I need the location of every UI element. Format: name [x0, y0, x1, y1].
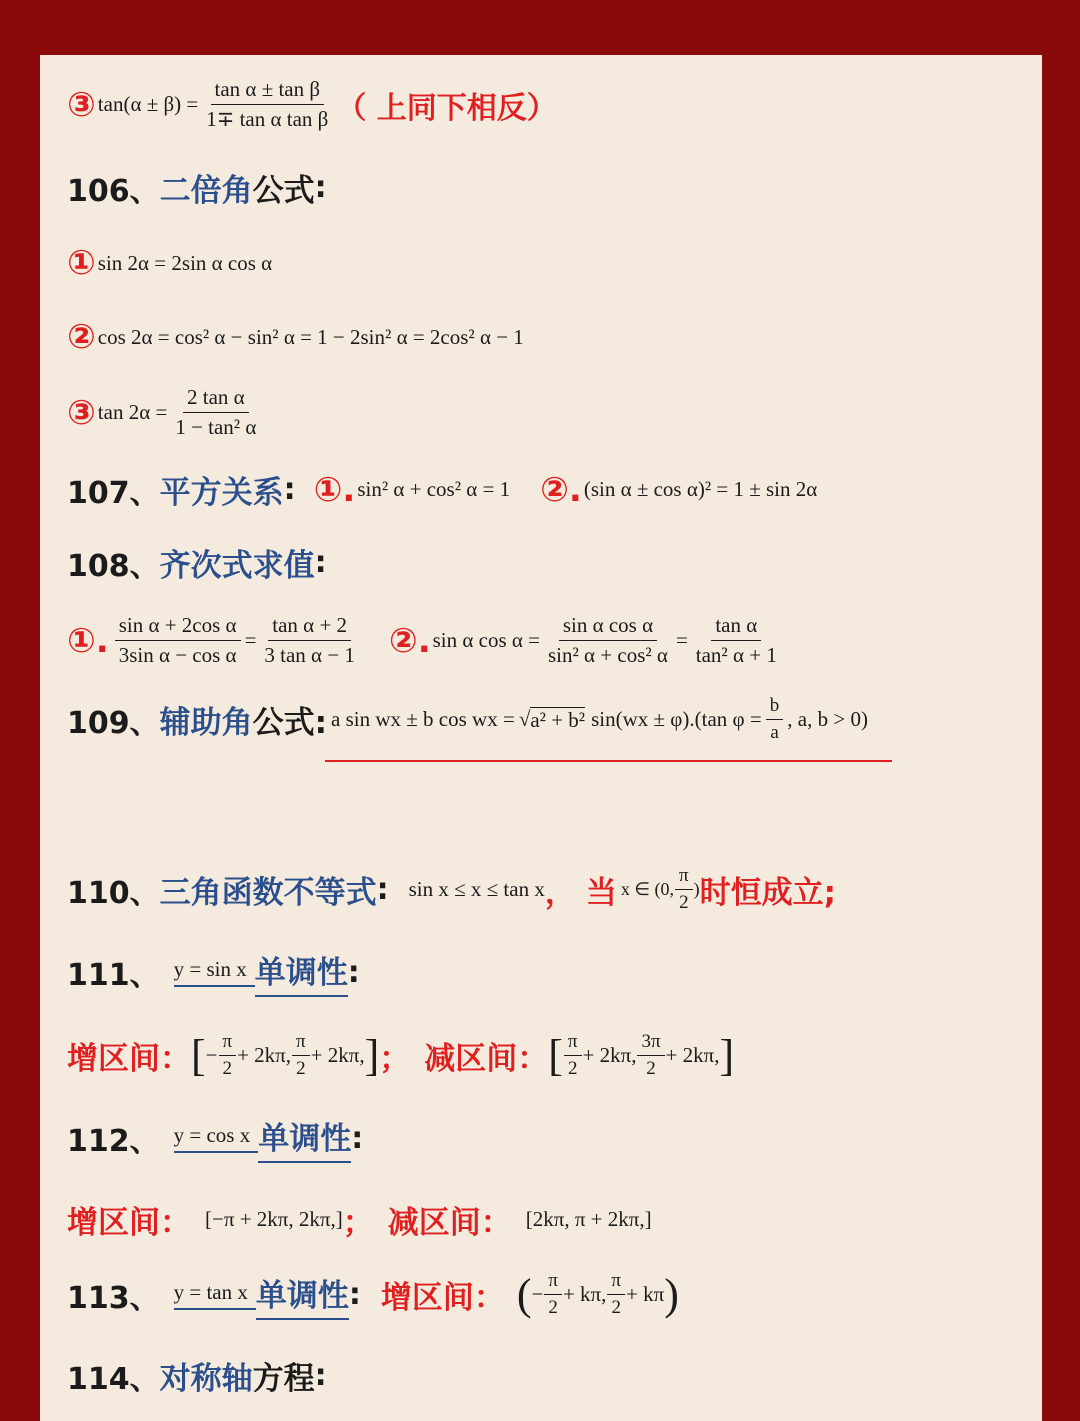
red-underline [325, 760, 892, 762]
separator: ； [342, 1205, 374, 1241]
section-number: 113、 [67, 1280, 160, 1316]
interval: [−π + 2kπ, 2kπ,] [205, 1207, 343, 1231]
formula-sheet [40, 55, 1042, 1421]
formula-lhs: tan 2α = [97, 400, 168, 424]
increasing-label: 增区间： [380, 1280, 505, 1316]
minus: − [531, 1282, 544, 1306]
colon: : [351, 1120, 364, 1156]
section-111 [67, 947, 368, 997]
term: + 2kπ, [665, 1043, 720, 1067]
denominator: 1 − tan² α [175, 415, 257, 439]
term: + 2kπ, [582, 1043, 637, 1067]
fraction [260, 613, 359, 668]
equals: = [244, 628, 257, 652]
section-title-suffix: 公式: [252, 705, 328, 741]
fraction [564, 1031, 582, 1080]
section-112 [67, 1113, 371, 1163]
section-108-heading [67, 540, 335, 585]
sin-monotonic-intervals [67, 1030, 734, 1081]
inequality: sin x ≤ x ≤ tan x [408, 877, 545, 901]
denominator: 2 [646, 1058, 656, 1079]
increasing-label: 增区间： [67, 1205, 191, 1241]
sqrt-sign: √ [518, 707, 531, 731]
section-number: 114、 [67, 1361, 160, 1397]
double-angle-sin [67, 243, 272, 283]
comma: ， [544, 875, 576, 911]
circled-number: ③ [67, 84, 96, 125]
bracket: [ [548, 1031, 563, 1080]
fraction [544, 613, 672, 668]
section-106-heading [67, 165, 335, 210]
section-title: 单调性 [255, 947, 348, 997]
homogeneous-formulas [67, 613, 785, 668]
section-number: 112、 [67, 1124, 160, 1159]
domain: x ∈ (0, [620, 879, 675, 899]
numerator: π [564, 1031, 582, 1056]
formula-part: a sin wx ± b cos wx = [331, 707, 515, 731]
fraction [292, 1031, 310, 1080]
formula: (sin α ± cos α)² = 1 ± sin 2α [583, 477, 818, 501]
denominator: tan² α + 1 [695, 643, 777, 667]
numerator: π [292, 1031, 310, 1056]
bracket: ] [364, 1031, 380, 1080]
section-number: 110、 [67, 875, 160, 911]
denominator: 1∓ tan α tan β [206, 107, 329, 131]
formula-part: sin(wx ± φ).(tan φ = [591, 707, 762, 731]
separator: ； [379, 1041, 411, 1077]
cos-monotonic-intervals [67, 1197, 652, 1242]
tan-sum-formula [67, 77, 557, 132]
section-title-suffix: 方程 [252, 1361, 315, 1397]
section-number: 109、 [67, 705, 160, 741]
bracket: [ [191, 1031, 206, 1080]
section-number: 107、 [67, 475, 160, 511]
double-angle-cos [67, 317, 524, 357]
denominator: 3sin α − cos α [118, 643, 237, 667]
fraction [692, 613, 781, 668]
decreasing-label: 减区间： [424, 1041, 549, 1077]
section-title: 平方关系 [159, 475, 284, 511]
section-title: 二倍角 [159, 173, 253, 209]
denominator: 2 [679, 892, 689, 913]
section-113 [67, 1269, 679, 1320]
function: y = cos x [174, 1123, 259, 1153]
numerator: sin α cos α [559, 613, 657, 641]
fraction [637, 1031, 664, 1080]
formula-lhs: tan(α ± β) = [97, 92, 199, 116]
function: y = sin x [174, 957, 255, 987]
section-title: 对称轴 [159, 1361, 253, 1397]
numerator: π [675, 865, 693, 890]
section-title: 辅助角 [159, 705, 253, 741]
numerator: b [766, 695, 784, 720]
denominator: a [770, 722, 779, 743]
denominator: 2 [296, 1058, 306, 1079]
numerator: 3π [637, 1031, 664, 1056]
fraction [202, 77, 332, 132]
colon: : [314, 170, 327, 205]
domain-close: ) [693, 879, 700, 899]
double-angle-tan [67, 385, 264, 440]
formula: sin 2α = 2sin α cos α [97, 250, 273, 275]
numerator: π [607, 1270, 625, 1295]
section-number: 111、 [67, 958, 160, 993]
term: + kπ, [562, 1282, 607, 1306]
colon: : [314, 545, 327, 580]
increasing-label: 增区间： [67, 1041, 191, 1077]
denominator: 2 [222, 1058, 233, 1079]
term: + 2kπ, [310, 1043, 365, 1067]
condition-word: 当 [585, 875, 617, 911]
formula-lhs: sin α cos α = [432, 628, 540, 652]
numerator: π [544, 1270, 562, 1295]
function: y = tan x [174, 1280, 256, 1310]
rule-note: （ 上同下相反） [336, 90, 557, 126]
paren: ( [516, 1270, 532, 1319]
denominator: 2 [567, 1058, 578, 1079]
section-title: 三角函数不等式 [159, 875, 377, 911]
formula: sin² α + cos² α = 1 [357, 477, 511, 501]
colon: : [347, 954, 360, 990]
fraction [219, 1031, 237, 1080]
formula-part: , a, b > 0) [787, 707, 868, 731]
section-107 [67, 467, 817, 512]
circled-number: ①. [67, 620, 109, 661]
bracket: ] [719, 1031, 735, 1080]
circled-number: ②. [540, 469, 582, 510]
numerator: tan α [711, 613, 761, 641]
section-title-suffix: 公式 [252, 173, 315, 209]
section-109 [67, 695, 868, 744]
paren: ) [664, 1270, 679, 1319]
fraction [766, 695, 784, 744]
numerator: π [219, 1031, 237, 1056]
denominator: 2 [548, 1297, 558, 1318]
section-number: 108、 [67, 548, 160, 584]
numerator: tan α + 2 [268, 613, 351, 641]
colon: : [348, 1277, 361, 1312]
section-title: 单调性 [258, 1113, 351, 1163]
term: + 2kπ, [237, 1043, 292, 1067]
colon: : [314, 1358, 327, 1393]
fraction [675, 865, 693, 914]
interval: [2kπ, π + 2kπ,] [525, 1207, 652, 1231]
term: + kπ [626, 1282, 665, 1306]
colon: : [376, 872, 389, 907]
formula: cos 2α = cos² α − sin² α = 1 − 2sin² α = 2cos² α − 1 [97, 324, 524, 349]
section-title: 齐次式求值 [159, 548, 315, 584]
fraction [115, 613, 241, 668]
circled-number: ② [67, 317, 96, 357]
circled-number: ① [67, 243, 96, 283]
sqrt-body: a² + b² [530, 707, 586, 732]
minus: − [205, 1043, 218, 1067]
section-number: 106、 [67, 173, 160, 209]
circled-number: ②. [388, 620, 431, 661]
section-114-heading [67, 1353, 335, 1398]
denominator: 3 tan α − 1 [264, 643, 355, 667]
condition-tail: 时恒成立; [699, 875, 837, 911]
denominator: 2 [611, 1297, 621, 1318]
decreasing-label: 减区间： [387, 1205, 512, 1241]
numerator: tan α ± tan β [211, 77, 325, 105]
numerator: sin α + 2cos α [115, 613, 241, 641]
denominator: sin² α + cos² α [547, 643, 668, 667]
equals: = [675, 628, 688, 652]
fraction [171, 385, 260, 440]
circled-number: ③ [67, 392, 96, 433]
numerator: 2 tan α [183, 385, 249, 413]
fraction [607, 1270, 625, 1319]
colon: : [283, 472, 296, 507]
circled-number: ①. [313, 469, 356, 510]
section-110 [67, 865, 836, 914]
section-title: 单调性 [256, 1270, 349, 1320]
fraction [544, 1270, 562, 1319]
